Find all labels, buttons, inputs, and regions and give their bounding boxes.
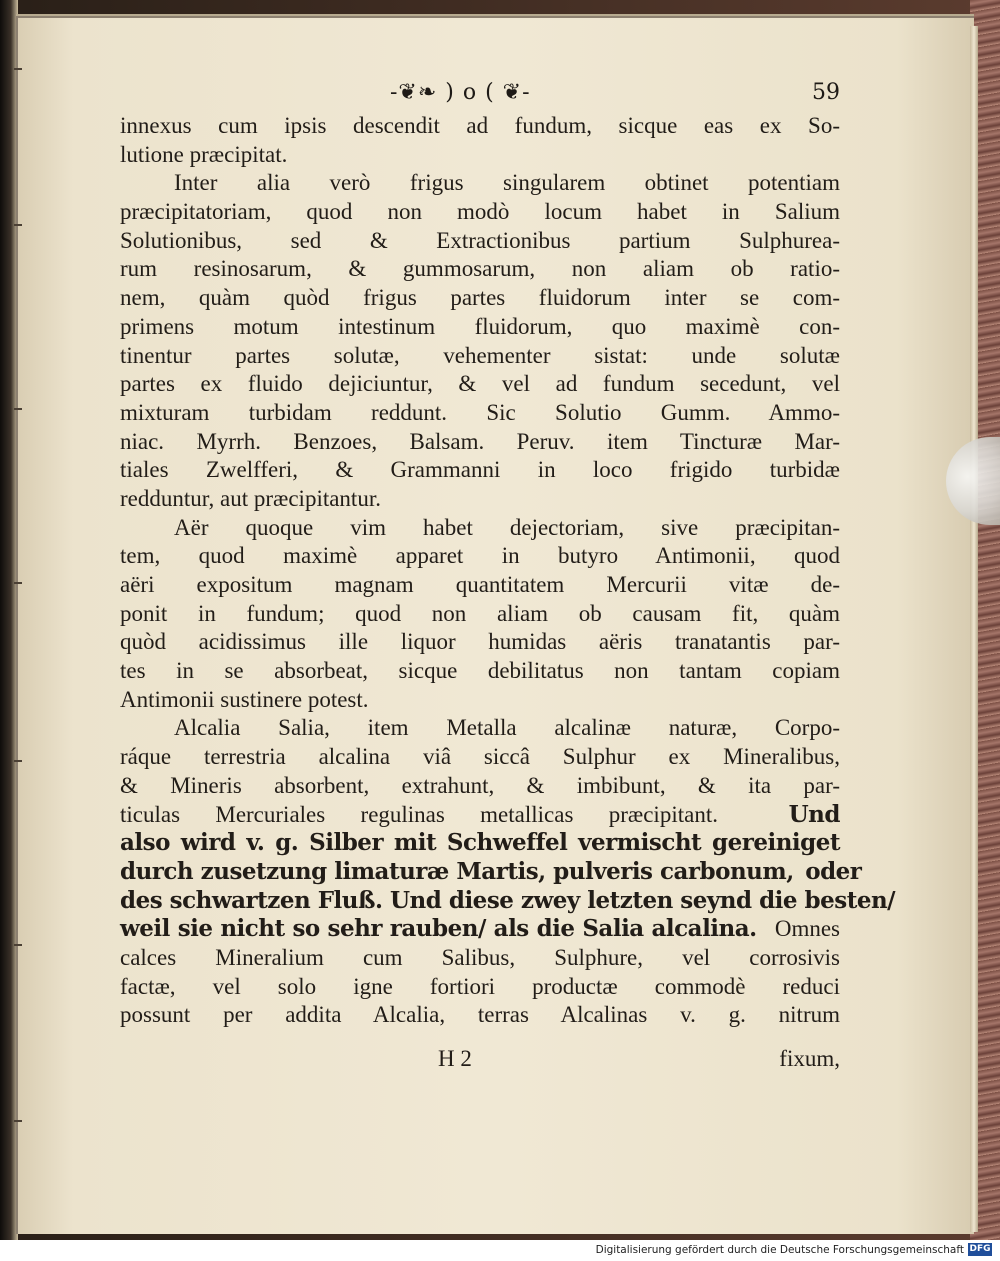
margin-mark: [14, 68, 22, 70]
text-line: ráque terrestria alcalina viâ siccâ Sulphur ex Mineralibus,: [120, 744, 840, 770]
text-segment: durch zusetzung limaturæ Martis, pulveris carbonum,: [120, 857, 794, 885]
text-line: Aër quoque vim habet dejectoriam, sive præcipitan-: [174, 514, 840, 540]
catchword: fixum,: [779, 1046, 840, 1071]
margin-mark: [14, 224, 22, 226]
text-line: quòd acidissimus ille liquor humidas aëris tranatantis par-: [120, 629, 840, 655]
text-line: calces Mineralium cum Salibus, Sulphure, vel corrosivis: [120, 944, 840, 970]
dfg-logo: DFG: [969, 1244, 991, 1254]
page-footer: [120, 1046, 840, 1076]
text-line: tinentur partes solutæ, vehementer sistat: unde solutæ: [120, 342, 840, 368]
text-line: nem, quàm quòd frigus partes fluidorum inter se com-: [120, 285, 840, 311]
text-line: ponit in fundum; quod non aliam ob causam fit, quàm: [120, 600, 840, 626]
text-line: innexus cum ipsis descendit ad fundum, sicque eas ex So-: [120, 113, 840, 138]
text-line: [120, 801, 840, 830]
text-line-blackletter: des schwartzen Fluß. Und diese zwey letzten seynd die besten/: [120, 886, 896, 914]
text-line: partes ex fluido dejiciuntur, & vel ad fundum secedunt, vel: [120, 371, 840, 397]
text-line: factæ, vel solo igne fortiori productæ commodè reduci: [120, 973, 840, 999]
text-line: lutione præcipitat.: [120, 141, 288, 167]
text-line: possunt per addita Alcalia, terras Alcalinas v. g. nitrum: [120, 1002, 840, 1028]
page-stack-edge: [970, 26, 978, 1232]
margin-mark: [14, 408, 22, 410]
text-line: [120, 857, 862, 887]
text-segment: ticulas Mercuriales regulinas metallicas præcipitant.: [120, 801, 718, 827]
margin-mark: [14, 1120, 22, 1122]
credit-text: Digitalisierung gefördert durch die Deutsche Forschungsgemeinschaft: [595, 1244, 964, 1256]
text-line-blackletter: also wird v. g. Silber mit Schweffel vermischt gereiniget: [120, 829, 840, 857]
text-line: [120, 915, 840, 944]
blackletter-word: Und: [788, 800, 840, 828]
header-ornament: -❦❧ ) o ( ❦-: [390, 80, 531, 105]
text-line: Antimonii sustinere potest.: [120, 686, 369, 712]
text-line: & Mineris absorbent, extrahunt, & imbibunt, & ita par-: [120, 772, 840, 798]
page-number: 59: [812, 80, 840, 105]
text-line: Inter alia verò frigus singularem obtinet potentiam: [174, 170, 840, 196]
text-line: tem, quod maximè apparet in butyro Antimonii, quod: [120, 543, 840, 569]
text-line: præcipitatoriam, quod non modò locum habet in Salium: [120, 199, 840, 225]
signature-mark: H 2: [438, 1046, 472, 1071]
margin-mark: [14, 760, 22, 762]
text-line: redduntur, aut præcipitantur.: [120, 485, 381, 511]
text-line: Alcalia Salia, item Metalla alcalinæ naturæ, Corpo-: [174, 715, 840, 741]
text-line: tes in se absorbeat, sicque debilitatus non tantam copiam: [120, 658, 840, 684]
margin-mark: [14, 944, 22, 946]
credit-bar: [0, 1240, 1000, 1261]
text-segment: Omnes: [774, 916, 841, 942]
text-segment: weil sie nicht so sehr rauben/ als die Salia alcalina.: [120, 915, 757, 943]
margin-mark: [14, 582, 22, 584]
body-text: [120, 112, 896, 1030]
text-line: rum resinosarum, & gummosarum, non aliam ob ratio-: [120, 256, 840, 282]
text-line: tiales Zwelfferi, & Grammanni in loco frigido turbidæ: [120, 457, 840, 483]
blackletter-word: oder: [805, 857, 862, 885]
text-line: Solutionibus, sed & Extractionibus partium Sulphurea-: [120, 227, 840, 253]
text-line: niac. Myrrh. Benzoes, Balsam. Peruv. item Tincturæ Mar-: [120, 428, 840, 454]
running-header: [120, 80, 840, 110]
text-line: mixturam turbidam reddunt. Sic Solutio Gumm. Ammo-: [120, 399, 840, 425]
text-line: aëri expositum magnam quantitatem Mercurii vitæ de-: [120, 572, 840, 597]
text-line: primens motum intestinum fluidorum, quo maximè con-: [120, 313, 840, 339]
